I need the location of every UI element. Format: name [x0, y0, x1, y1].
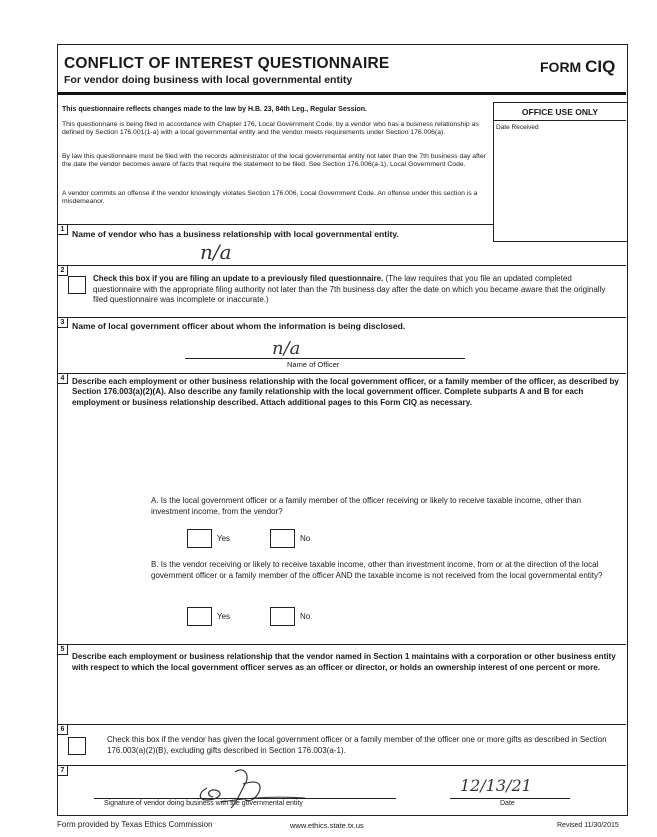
vendor-name-value[interactable]: n/a	[200, 240, 232, 264]
officer-name-caption: Name of Officer	[287, 360, 340, 369]
section-3-label: Name of local government officer about whom the information is being disclosed.	[72, 321, 406, 331]
section-6-text: Check this box if the vendor has given the local government officer or a family member of the officer one or more gifts as described in Section 176.003(a)(2)(B), excluding gifts described in Section 176.003(a-1).	[107, 735, 607, 755]
section-4-number: 4	[57, 373, 68, 384]
section-4-top	[57, 373, 626, 374]
section-2-number: 2	[57, 265, 68, 276]
update-questionnaire-checkbox[interactable]	[68, 276, 86, 294]
form-subtitle: For vendor doing business with local governmental entity	[64, 74, 353, 86]
gifts-checkbox[interactable]	[68, 737, 86, 755]
section-3-top	[57, 317, 626, 318]
form-label: FORM	[540, 59, 582, 75]
intro-paragraph-1: This questionnaire is being filed in accordance with Chapter 176, Local Government Code, by a vendor who has a business relationship as defined by Section 176.001(1-a) with a local governmental entity and the vendor meets requirements under Section 176.006(a).	[62, 121, 479, 137]
section-1-top	[57, 224, 493, 225]
signature-line	[94, 798, 396, 799]
question-a-no-checkbox[interactable]	[270, 529, 295, 548]
question-b: B. Is the vendor receiving or likely to receive taxable income, other than investment income, from or at the direction of the local government officer or a family member of the officer AND the taxable income is not received from the local governmental entity?	[151, 560, 603, 580]
header-divider	[57, 92, 626, 95]
section-5-number: 5	[57, 644, 68, 655]
date-received-label: Date Received	[496, 124, 539, 131]
footer-revision: Revised 11/30/2015	[557, 822, 619, 829]
section-7-number: 7	[57, 765, 68, 776]
question-a: A. Is the local government officer or a family member of the officer receiving or likely to receive taxable income, other than investment income, from the vendor?	[151, 496, 582, 516]
signature-label: Signature of vendor doing business with the governmental entity	[104, 800, 303, 807]
form-code-label	[540, 57, 615, 77]
section-1-number: 1	[57, 224, 68, 235]
date-line	[450, 798, 570, 799]
section-2-text	[93, 274, 618, 306]
office-use-box	[493, 102, 628, 242]
section-2-detail: (The law requires that you file an updated completed questionnaire with the appropriate filing authority not later than the 7th business day after the date on which you became aware that the originally filed questionnaire was incomplete or inaccurate.)	[93, 274, 606, 304]
footer-website[interactable]: www.ethics.state.tx.us	[290, 821, 364, 830]
question-a-no-label: No	[300, 534, 311, 543]
intro-paragraph-2: By law this questionnaire must be filed with the records administrator of the local governmental entity not later than the 7th business day after the date the vendor becomes aware of facts that require the statement to be filed. See Section 176.006(a-1), Local Government Code.	[62, 153, 486, 169]
section-4-text: Describe each employment or other business relationship with the local government officer, or a family member of the officer, as described by Section 176.003(a)(2)(A). Also describe any family relationship with the local government officer. Complete subparts A and B for each employment or business relationship described. Attach additional pages to this Form CIQ as necessary.	[72, 377, 619, 407]
section-5-text: Describe each employment or business relationship that the vendor named in Section 1 maintains with a corporation or other business entity with respect to which the local government officer serves as an officer or director, or holds an ownership interest of one percent or more.	[72, 652, 616, 672]
question-a-yes-checkbox[interactable]	[187, 529, 212, 548]
section-6-number: 6	[57, 724, 68, 735]
question-b-no-checkbox[interactable]	[270, 607, 295, 626]
office-use-title: OFFICE USE ONLY	[521, 107, 599, 117]
section-3-number: 3	[57, 317, 68, 328]
section-7-top	[57, 765, 626, 766]
officer-name-value[interactable]: n/a	[272, 338, 301, 359]
intro-heading: This questionnaire reflects changes made to the law by H.B. 23, 84th Leg., Regular Session.	[62, 106, 367, 113]
intro-paragraph-3: A vendor commits an offense if the vendor knowingly violates Section 176.006, Local Government Code. An offense under this section is a misdemeanor.	[62, 190, 478, 206]
office-use-divider	[493, 120, 626, 121]
question-b-no-label: No	[300, 612, 311, 621]
question-b-yes-checkbox[interactable]	[187, 607, 212, 626]
date-label: Date	[500, 800, 515, 807]
footer-provider: Form provided by Texas Ethics Commission	[57, 820, 213, 829]
section-5-top	[57, 644, 626, 645]
section-1-label: Name of vendor who has a business relationship with local governmental entity.	[72, 229, 399, 239]
section-2-top	[57, 265, 626, 266]
question-a-yes-label: Yes	[217, 534, 231, 543]
signature-date-value[interactable]: 12/13/21	[460, 776, 532, 795]
question-b-yes-label: Yes	[217, 612, 231, 621]
section-6-top	[57, 724, 626, 725]
form-title: CONFLICT OF INTEREST QUESTIONNAIRE	[64, 55, 390, 72]
officer-name-line	[185, 358, 465, 359]
section-2-bold: Check this box if you are filing an update to a previously filed questionnaire.	[93, 274, 384, 283]
form-code: CIQ	[585, 57, 616, 76]
